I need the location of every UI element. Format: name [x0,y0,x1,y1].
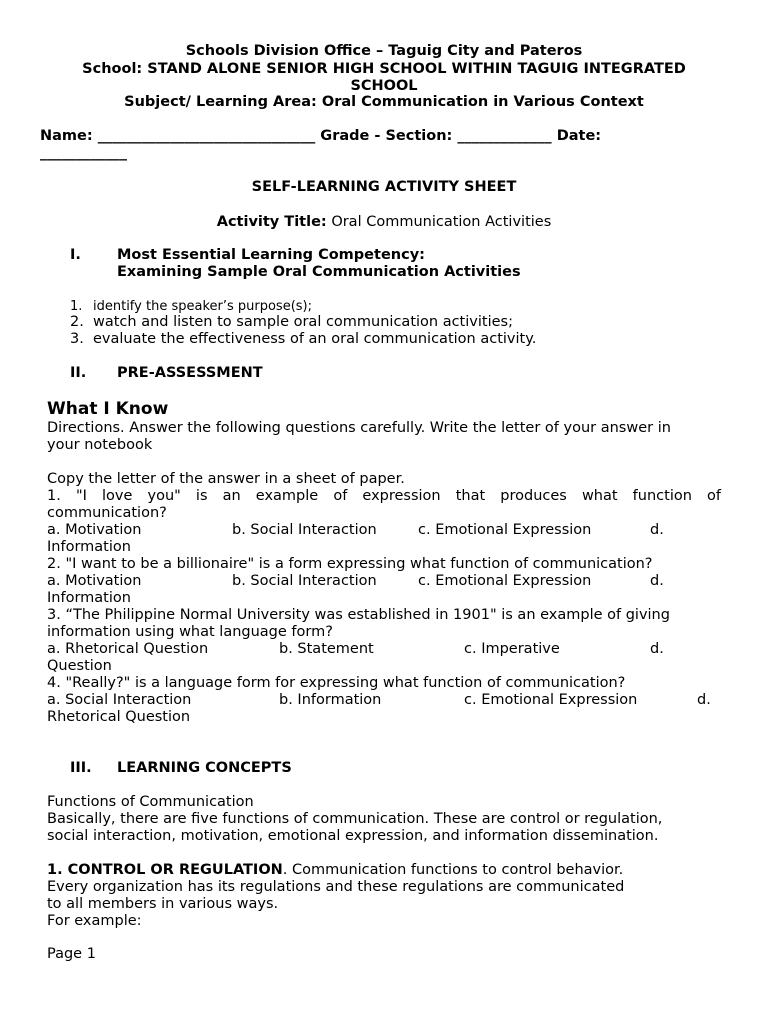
question-3-option-a: a. Rhetorical Question [47,641,209,657]
what-i-know-title: What I Know [47,399,169,419]
question-4-option-c: c. Emotional Expression [464,692,638,708]
school-heading-line1: School: STAND ALONE SENIOR HIGH SCHOOL WITHIN TAGUIG INTEGRATED [82,61,686,77]
question-4-line1: 4. "Really?" is a language form for expressing what function of communication? [47,675,626,691]
activity-title: Oral Communication Activities [331,214,552,230]
division-heading: Schools Division Office – Taguig City and Pateros [185,43,583,59]
concepts-paragraph-line2: social interaction, motivation, emotional expression, and information dissemination. [47,828,659,844]
concepts-subtitle: Functions of Communication [47,794,254,810]
date-blank: ____________ [40,145,127,161]
control-regulation-text: . Communication functions to control behavior. [282,862,624,878]
question-4-option-a: a. Social Interaction [47,692,192,708]
grade-section-label: Grade - Section: [320,128,453,144]
info-line [40,128,740,145]
question-3-option-b: b. Statement [279,641,374,657]
question-2-option-a: a. Motivation [47,573,142,589]
competency-text: identify the speaker’s purpose(s); [93,299,312,314]
control-regulation-heading: 1. CONTROL OR REGULATION [47,862,283,878]
activity-title-label: Activity Title: [216,214,327,230]
section1-heading-line1: Most Essential Learning Competency: [117,247,425,263]
copy-instruction: Copy the letter of the answer in a sheet of paper. [47,471,405,487]
question-3-line1: 3. “The Philippine Normal University was established in 1901" is an example of giving [47,607,670,623]
competency-item [70,298,312,315]
grade-section-blank: _____________ [457,128,552,144]
question-4-option-d-wrap: Rhetorical Question [47,709,191,725]
sheet-title: SELF-LEARNING ACTIVITY SHEET [251,179,517,195]
question-1-line2: communication? [47,505,167,521]
section3-heading: LEARNING CONCEPTS [117,760,292,776]
control-regulation-line2: Every organization has its regulations and these regulations are communicated [47,879,625,895]
name-blank: ______________________________ [97,128,316,144]
question-4-option-d: d. [697,692,711,708]
directions-line2: your notebook [47,437,153,453]
competency-item [70,331,536,348]
section1-heading-line2: Examining Sample Oral Communication Activities [117,264,521,280]
concepts-paragraph-line1: Basically, there are five functions of communication. These are control or regulation, [47,811,663,827]
subject-heading: Subject/ Learning Area: Oral Communication in Various Context [124,94,644,110]
competency-item [70,314,513,331]
question-2-option-d-wrap: Information [47,590,131,606]
question-4-option-b: b. Information [279,692,382,708]
activity-title-line [0,214,768,231]
section1-numeral: I. [70,247,81,263]
competency-number: 3. [70,331,84,347]
question-2-option-d: d. [650,573,664,589]
date-label: Date: [556,128,602,144]
control-regulation-line1 [47,862,623,879]
question-1-option-d-wrap: Information [47,539,131,555]
question-3-option-d-wrap: Question [47,658,112,674]
question-1-option-a: a. Motivation [47,522,142,538]
question-1-line1: 1. "I love you" is an example of expression that produces what function of [47,488,721,504]
control-regulation-line3: to all members in various ways. [47,896,279,912]
control-regulation-line4: For example: [47,913,142,929]
section3-numeral: III. [70,760,92,776]
competency-number: 1. [70,299,83,314]
directions-line1: Directions. Answer the following questions carefully. Write the letter of your answer in [47,420,671,436]
question-2-option-c: c. Emotional Expression [418,573,592,589]
section2-heading: PRE-ASSESSMENT [117,365,263,381]
question-3-option-d: d. [650,641,664,657]
competency-text: evaluate the effectiveness of an oral communication activity. [93,331,537,347]
question-3-option-c: c. Imperative [464,641,560,657]
competency-number: 2. [70,314,84,330]
question-2-line1: 2. "I want to be a billionaire" is a form expressing what function of communication? [47,556,653,572]
question-1-option-d: d. [650,522,664,538]
question-1-option-b: b. Social Interaction [232,522,377,538]
question-3-line2: information using what language form? [47,624,333,640]
section2-numeral: II. [70,365,87,381]
school-heading-line2: SCHOOL [350,78,418,94]
name-label: Name: [40,128,93,144]
question-2-option-b: b. Social Interaction [232,573,377,589]
page-number: Page 1 [47,946,96,962]
question-1-option-c: c. Emotional Expression [418,522,592,538]
competency-text: watch and listen to sample oral communication activities; [93,314,513,330]
